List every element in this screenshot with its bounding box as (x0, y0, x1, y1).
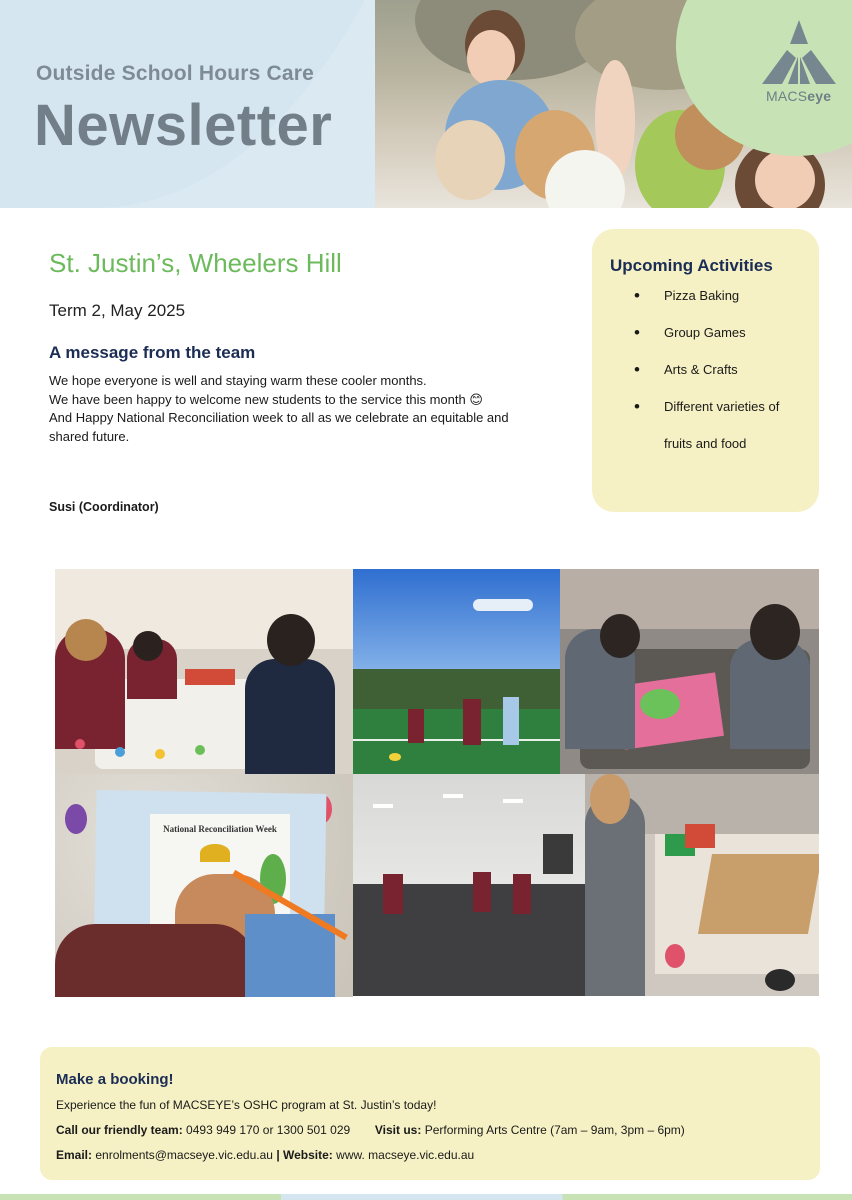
poster-caption: National Reconciliation Week (163, 824, 277, 834)
macseye-logo-icon (760, 20, 838, 86)
separator: | (276, 1148, 280, 1162)
email-link[interactable]: enrolments@macseye.vic.edu.au (95, 1148, 273, 1162)
website-link[interactable]: www. macseye.vic.edu.au (336, 1148, 475, 1162)
photo-reconciliation-poster (55, 774, 353, 997)
booking-online-line (56, 1148, 474, 1162)
photo-floor-painting (560, 569, 819, 774)
booking-contact-line (56, 1123, 685, 1137)
message-body (49, 372, 549, 446)
activities-title: Upcoming Activities (610, 256, 773, 275)
footer-color-bar (0, 1194, 852, 1200)
newsletter-header (0, 0, 852, 208)
photo-cardboard-craft (585, 774, 819, 996)
school-name: St. Justin’s, Wheelers Hill (49, 248, 342, 278)
message-line: We hope everyone is well and staying warm these cooler months. (49, 373, 427, 388)
activity-item: • Pizza Baking (630, 285, 779, 322)
message-line: And Happy National Reconciliation week to all as we celebrate an equitable and shared future. (49, 410, 509, 444)
activity-item: • Group Games (630, 322, 779, 359)
term-date: Term 2, May 2025 (49, 301, 186, 320)
website-label: Website: (283, 1148, 333, 1162)
message-line: We have been happy to welcome new students to the service this month 😊 (49, 391, 483, 407)
activity-item: • Different varieties of (630, 396, 779, 433)
activity-item: • Arts & Crafts (630, 359, 779, 396)
booking-panel (40, 1047, 820, 1180)
message-heading: A message from the team (49, 343, 256, 362)
newsletter-subtitle: Outside School Hours Care (36, 62, 315, 85)
visit-location: Performing Arts Centre (7am – 9am, 3pm – 6pm) (424, 1123, 685, 1137)
activity-item-continuation: fruits and food (664, 436, 747, 451)
coordinator-signoff: Susi (Coordinator) (49, 500, 159, 514)
photo-outdoor-sports-field (353, 569, 560, 774)
photo-indoor-hall-games (353, 774, 585, 996)
visit-label: Visit us: (374, 1123, 422, 1137)
phone-numbers[interactable]: 0493 949 170 or 1300 501 029 (186, 1123, 351, 1137)
photo-classroom-craft (55, 569, 353, 774)
booking-title: Make a booking! (56, 1071, 174, 1088)
macseye-logo-text: MACSeye (766, 88, 832, 104)
booking-intro: Experience the fun of MACSEYE’s OSHC program at St. Justin’s today! (56, 1098, 437, 1112)
activities-list (630, 285, 779, 470)
upcoming-activities-panel (592, 229, 819, 512)
email-label: Email: (56, 1148, 93, 1162)
newsletter-title: Newsletter (34, 93, 333, 158)
call-label: Call our friendly team: (56, 1123, 183, 1137)
